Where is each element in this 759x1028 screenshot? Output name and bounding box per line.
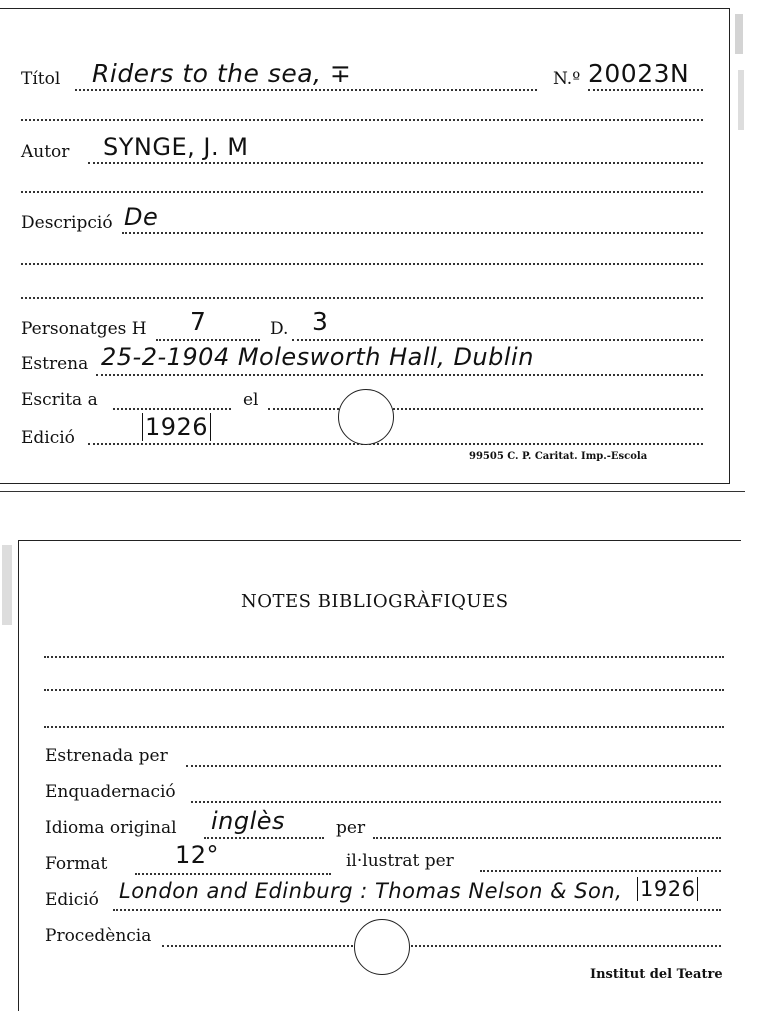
punch-hole-2 bbox=[354, 919, 410, 975]
idioma-value: inglès bbox=[211, 807, 286, 835]
personatges-h-dotted-line bbox=[156, 339, 260, 341]
catalog-card-front bbox=[0, 8, 730, 484]
punch-hole bbox=[338, 389, 394, 445]
blank-dotted-line-2 bbox=[21, 191, 703, 193]
numero-value: 20023N bbox=[588, 59, 690, 88]
edicio-dotted-line-2 bbox=[113, 909, 721, 911]
scan-noise bbox=[738, 70, 744, 130]
blank-dotted-line-4 bbox=[21, 297, 703, 299]
estrenada-dotted-line bbox=[186, 765, 721, 767]
illustrat-label: il·lustrat per bbox=[346, 851, 454, 871]
personatges-d-dotted-line bbox=[292, 339, 703, 341]
printer-imprint: 99505 C. P. Caritat. Imp.-Escola bbox=[469, 451, 648, 462]
titol-label: Títol bbox=[21, 69, 61, 89]
enquadernacio-dotted-line bbox=[191, 801, 721, 803]
blank-dotted-line-3 bbox=[21, 263, 703, 265]
format-value: 12° bbox=[175, 841, 220, 869]
notes-dotted-line-1 bbox=[44, 656, 724, 658]
el-label: el bbox=[243, 390, 259, 410]
descripcio-label: Descripció bbox=[21, 213, 113, 233]
scan-noise bbox=[735, 14, 743, 54]
notes-dotted-line-3 bbox=[44, 726, 724, 728]
format-dotted-line bbox=[135, 873, 331, 875]
titol-dotted-line bbox=[75, 89, 537, 91]
scan-noise bbox=[2, 545, 12, 625]
estrena-dotted-line bbox=[96, 374, 703, 376]
titol-value: Riders to the sea, ∓ bbox=[92, 59, 352, 88]
escrita-dotted-line bbox=[113, 408, 231, 410]
institution-footer: Institut del Teatre bbox=[590, 967, 723, 982]
edicio-value: 1926 bbox=[142, 413, 211, 441]
edicio-label-2: Edició bbox=[45, 890, 99, 910]
format-label: Format bbox=[45, 854, 108, 874]
autor-label: Autor bbox=[21, 142, 70, 162]
el-dotted-line bbox=[268, 408, 703, 410]
notes-dotted-line-2 bbox=[44, 689, 724, 691]
idioma-label: Idioma original bbox=[45, 818, 177, 838]
edicio-dotted-line bbox=[88, 443, 703, 445]
escrita-label: Escrita a bbox=[21, 390, 98, 410]
blank-dotted-line-1 bbox=[21, 119, 703, 121]
procedencia-dotted-line bbox=[162, 945, 721, 947]
numero-label: N.º bbox=[553, 69, 581, 89]
edicio-value-2: London and Edinburg : Thomas Nelson & Son, bbox=[119, 879, 623, 903]
catalog-card-back bbox=[18, 540, 741, 1011]
notes-title: NOTES BIBLIOGRÀFIQUES bbox=[241, 591, 509, 612]
autor-value: SYNGE, J. M bbox=[103, 133, 249, 161]
estrena-value: 25-2-1904 Molesworth Hall, Dublin bbox=[101, 343, 534, 371]
card-separator-line bbox=[0, 491, 745, 492]
numero-dotted-line bbox=[588, 89, 703, 91]
enquadernacio-label: Enquadernació bbox=[45, 782, 176, 802]
idioma-dotted-line bbox=[204, 837, 324, 839]
personatges-label: Personatges H bbox=[21, 319, 147, 339]
personatges-d-label: D. bbox=[270, 319, 289, 339]
per-dotted-line bbox=[373, 837, 721, 839]
autor-dotted-line bbox=[88, 162, 703, 164]
edicio-year-2: 1926 bbox=[637, 877, 698, 901]
per-label: per bbox=[336, 818, 366, 838]
estrenada-label: Estrenada per bbox=[45, 746, 168, 766]
edicio-label: Edició bbox=[21, 428, 75, 448]
estrena-label: Estrena bbox=[21, 354, 89, 374]
procedencia-label: Procedència bbox=[45, 926, 152, 946]
descripcio-dotted-line bbox=[122, 232, 703, 234]
personatges-h-value: 7 bbox=[190, 307, 207, 336]
personatges-d-value: 3 bbox=[312, 307, 329, 336]
descripcio-value: De bbox=[124, 203, 159, 231]
illustrat-dotted-line bbox=[480, 870, 721, 872]
